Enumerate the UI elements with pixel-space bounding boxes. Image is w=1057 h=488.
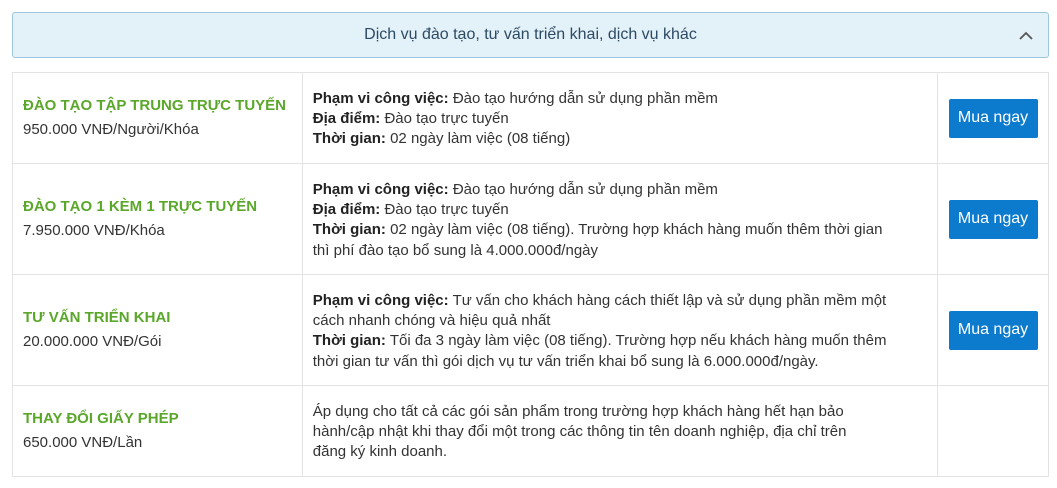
- location-text: Đào tạo trực tuyến: [384, 201, 509, 219]
- scope-text-continued: cách nhanh chóng và hiệu quả nhất: [312, 312, 551, 330]
- service-name-cell: [13, 73, 303, 164]
- service-name-cell: [13, 275, 303, 386]
- description-line: đăng ký kinh doanh.: [312, 443, 448, 461]
- service-name: THAY ĐỔI GIẤY PHÉP: [23, 409, 179, 427]
- chevron-up-icon[interactable]: [1016, 25, 1036, 45]
- service-price: 7.950.000 VNĐ/Khóa: [23, 221, 165, 239]
- time-text: 02 ngày làm việc (08 tiếng): [390, 130, 571, 148]
- time-text: 02 ngày làm việc (08 tiếng). Trường hợp khách hàng muốn thêm thời gian: [390, 221, 883, 239]
- section-title: Dịch vụ đào tạo, tư vấn triển khai, dịch vụ khác: [364, 26, 697, 43]
- service-name: ĐÀO TẠO 1 KÈM 1 TRỰC TUYẾN: [23, 197, 258, 215]
- action-cell: [938, 73, 1049, 164]
- action-cell: [938, 386, 1049, 477]
- location-text: Đào tạo trực tuyến: [384, 110, 509, 128]
- time-label: Thời gian:: [312, 221, 386, 239]
- time-text-continued: thì phí đào tạo bổ sung là 4.000.000đ/ngày: [312, 241, 598, 259]
- time-text-continued: thời gian tư vấn thì gói dịch vụ tư vấn triển khai bổ sung là 6.000.000đ/ngày.: [312, 352, 819, 370]
- location-label: Địa điểm:: [312, 201, 381, 219]
- service-description-cell: [302, 386, 937, 477]
- service-name-cell: [13, 164, 303, 275]
- description-line: hành/cập nhật khi thay đổi một trong các thông tin tên doanh nghiệp, địa chỉ trên: [312, 423, 847, 441]
- time-label: Thời gian:: [312, 130, 386, 148]
- scope-text: Đào tạo hướng dẫn sử dụng phần mềm: [452, 181, 718, 198]
- scope-label: Phạm vi công việc:: [312, 292, 449, 309]
- service-price: 950.000 VNĐ/Người/Khóa: [23, 120, 199, 138]
- service-description-cell: [302, 275, 937, 386]
- scope-label: Phạm vi công việc:: [312, 90, 449, 107]
- table-row: [13, 386, 1049, 477]
- scope-label: Phạm vi công việc:: [312, 181, 449, 198]
- scope-text: Đào tạo hướng dẫn sử dụng phần mềm: [452, 90, 718, 107]
- services-table: [12, 72, 1049, 477]
- buy-now-button[interactable]: Mua ngay: [949, 200, 1038, 239]
- location-label: Địa điểm:: [312, 110, 381, 128]
- table-row: [13, 164, 1049, 275]
- time-text: Tối đa 3 ngày làm việc (08 tiếng). Trường hợp nếu khách hàng muốn thêm: [389, 332, 887, 350]
- scope-text: Tư vấn cho khách hàng cách thiết lập và sử dụng phần mềm một: [452, 292, 887, 309]
- description-line: Áp dụng cho tất cả các gói sản phẩm trong trường hợp khách hàng hết hạn bảo: [312, 403, 844, 420]
- service-description-cell: [302, 164, 937, 275]
- buy-now-button[interactable]: Mua ngay: [949, 311, 1038, 350]
- service-name-cell: [13, 386, 303, 477]
- service-name: TƯ VẤN TRIỂN KHAI: [23, 308, 171, 326]
- service-price: 20.000.000 VNĐ/Gói: [23, 332, 162, 350]
- accordion-header[interactable]: [12, 12, 1049, 58]
- service-name: ĐÀO TẠO TẬP TRUNG TRỰC TUYẾN: [23, 96, 286, 114]
- buy-now-button[interactable]: Mua ngay: [949, 99, 1038, 138]
- service-price: 650.000 VNĐ/Lần: [23, 433, 143, 451]
- action-cell: [938, 275, 1049, 386]
- table-row: [13, 73, 1049, 164]
- time-label: Thời gian:: [312, 332, 386, 350]
- table-row: [13, 275, 1049, 386]
- service-description-cell: [302, 73, 937, 164]
- action-cell: [938, 164, 1049, 275]
